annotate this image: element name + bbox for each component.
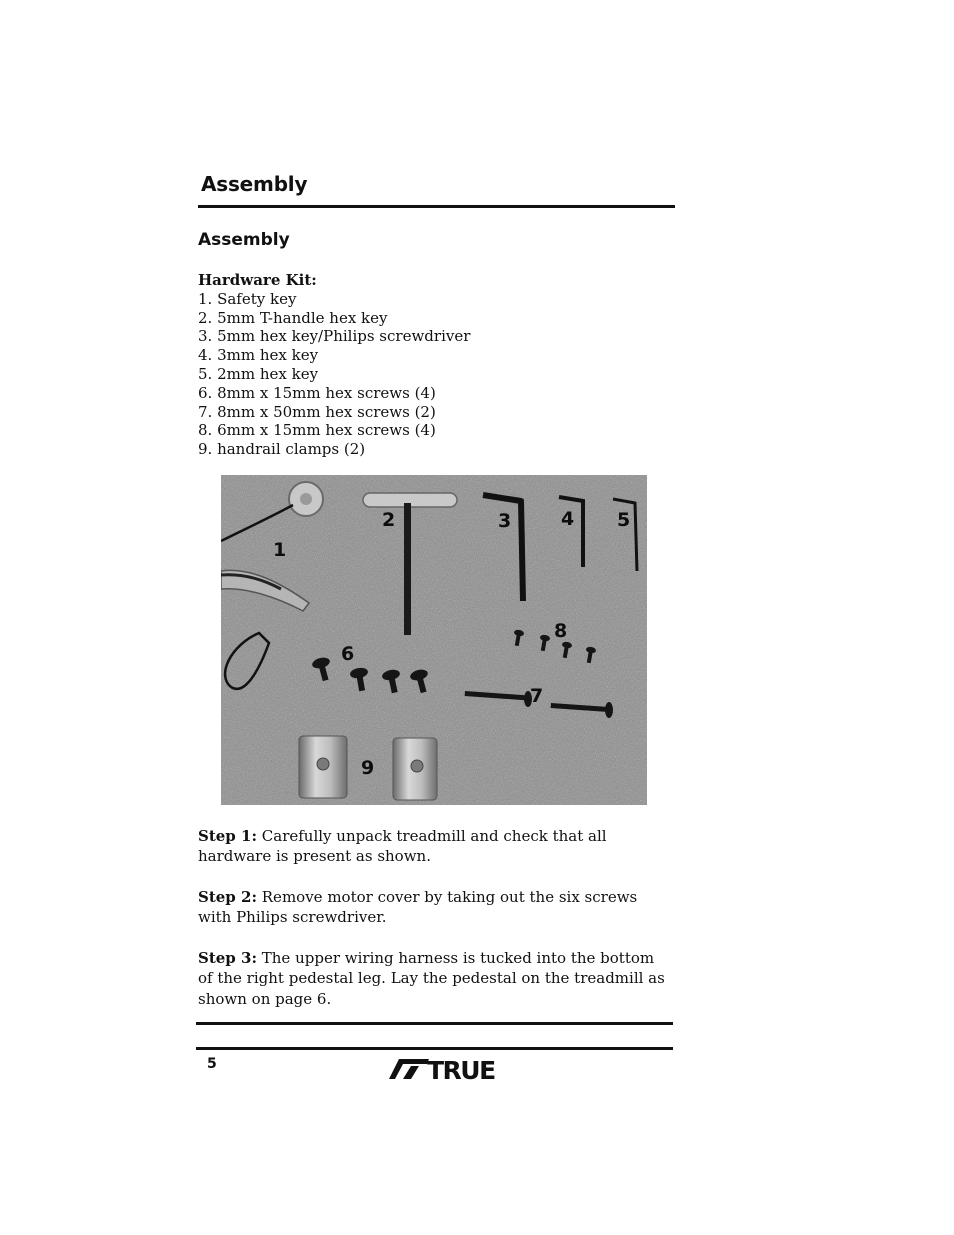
list-item: 1. Safety key (198, 289, 297, 308)
step-text: Carefully unpack treadmill and check that all hardware is present as shown. (198, 827, 607, 866)
footer-rule-top (196, 1022, 673, 1025)
list-item: 8. 6mm x 15mm hex screws (4) (198, 421, 436, 440)
page-header-title: Assembly (201, 172, 308, 196)
photo-label: 3 (498, 510, 512, 532)
section-title: Assembly (198, 230, 290, 250)
list-item: 4. 3mm hex key (198, 346, 319, 365)
step-text: The upper wiring harness is tucked into the bottom of the right pedestal leg. Lay the pedestal on the treadmill as shown on page 6. (198, 949, 665, 1008)
step-label: Step 2: (198, 888, 257, 906)
photo-label: 1 (273, 539, 287, 561)
step-label: Step 1: (198, 827, 257, 845)
header-rule (198, 205, 675, 208)
page-number: 5 (207, 1056, 217, 1072)
footer-rule-bottom (196, 1047, 673, 1050)
logo-text: TRUE (427, 1057, 495, 1081)
step-label: Step 3: (198, 949, 257, 967)
list-item: 5. 2mm hex key (198, 364, 319, 383)
list-item: 2. 5mm T-handle hex key (198, 308, 388, 327)
hardware-kit-photo (221, 475, 647, 805)
photo-label: 9 (361, 757, 375, 779)
true-logo (389, 1057, 537, 1081)
hardware-kit-list (198, 271, 470, 459)
step-3-paragraph (198, 948, 668, 1009)
photo-label: 5 (617, 509, 631, 531)
photo-label: 7 (530, 685, 544, 707)
list-item: 7. 8mm x 50mm hex screws (2) (198, 402, 436, 421)
list-item: 9. handrail clamps (2) (198, 440, 366, 459)
step-2-paragraph (198, 887, 668, 928)
step-text: Remove motor cover by taking out the six screws with Philips screwdriver. (198, 888, 638, 927)
photo-label: 6 (341, 643, 355, 665)
step-1-paragraph (198, 826, 668, 867)
photo-label: 8 (554, 620, 568, 642)
list-item: 3. 5mm hex key/Philips screwdriver (198, 327, 471, 346)
photo-label: 4 (561, 508, 575, 530)
photo-label: 2 (382, 509, 396, 531)
hardware-kit-title: Hardware Kit: (198, 271, 317, 289)
list-item: 6. 8mm x 15mm hex screws (4) (198, 383, 436, 402)
